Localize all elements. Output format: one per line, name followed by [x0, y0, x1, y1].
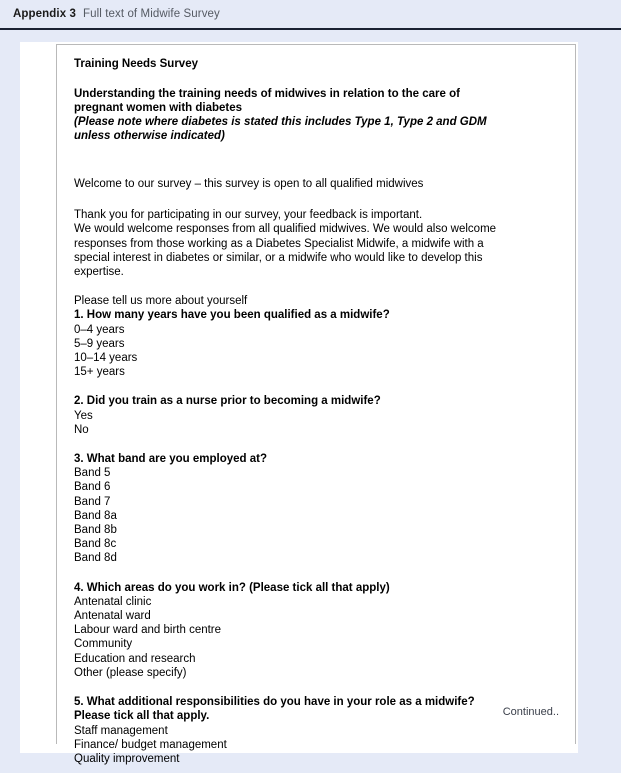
question-block-2 [74, 394, 559, 437]
question-block-1 [74, 308, 559, 379]
continued-footer: Continued.. [502, 706, 559, 718]
survey-title: Training Needs Survey [74, 58, 198, 70]
question-text: 4. Which areas do you work in? (Please tick all that apply) [74, 581, 390, 594]
option-item[interactable]: Staff management [74, 724, 168, 737]
intro-line: Thank you for participating in our survey, your feedback is important. [74, 209, 423, 222]
option-item[interactable]: Labour ward and birth centre [74, 624, 222, 637]
option-item[interactable]: Community [74, 638, 133, 651]
option-item[interactable]: No [74, 423, 89, 436]
survey-subtitle-line-1: Understanding the training needs of midwives in relation to the care of [74, 88, 460, 100]
option-item[interactable]: Quality improvement [74, 752, 180, 765]
option-item[interactable]: Education and research [74, 652, 196, 665]
option-item[interactable]: Band 6 [74, 481, 111, 494]
spacer-after-subtitle [74, 160, 559, 177]
option-item[interactable]: Finance/ budget management [74, 738, 227, 751]
survey-intro-paragraph [74, 208, 559, 279]
spacer-after-welcome [74, 191, 559, 208]
question-options [74, 409, 559, 437]
option-item[interactable]: 5–9 years [74, 337, 125, 350]
document-sheet [20, 42, 578, 765]
question-block-3 [74, 452, 559, 566]
appendix-title: Full text of Midwife Survey [82, 8, 220, 20]
option-item[interactable]: Band 8d [74, 552, 117, 565]
question-text-line-2: Please tick all that apply. [74, 710, 210, 723]
option-item[interactable]: Band 8b [74, 524, 117, 537]
question-text: 5. What additional responsibilities do you have in your role as a midwife? [74, 696, 475, 709]
option-item[interactable]: Antenatal ward [74, 610, 151, 623]
intro-line: We would welcome responses from all qualified midwives. We would also welcome [74, 223, 497, 236]
option-item[interactable]: Other (please specify) [74, 666, 187, 679]
question-options [74, 323, 559, 380]
question-text: 3. What band are you employed at? [74, 453, 267, 466]
section-prompt: Please tell us more about yourself [74, 295, 248, 308]
appendix-label: Appendix 3 [13, 8, 76, 20]
survey-subtitle-note-line-1: (Please note where diabetes is stated this includes Type 1, Type 2 and GDM [74, 116, 487, 128]
intro-line: expertise. [74, 266, 124, 279]
option-item[interactable]: 10–14 years [74, 352, 138, 365]
option-item[interactable]: Band 8c [74, 538, 117, 551]
header-divider [0, 28, 621, 30]
spacer-q3-q4 [74, 566, 559, 581]
survey-document-body [57, 45, 575, 766]
survey-subtitle-line-2: pregnant women with diabetes [74, 102, 243, 114]
option-item[interactable]: 15+ years [74, 366, 125, 379]
intro-line: special interest in diabetes or similar, or a midwife who would like to develop this [74, 251, 483, 264]
survey-welcome: Welcome to our survey – this survey is open to all qualified midwives [74, 178, 424, 190]
option-item[interactable]: 0–4 years [74, 323, 125, 336]
spacer-q2-q3 [74, 437, 559, 452]
question-block-5 [74, 695, 559, 766]
option-item[interactable]: Yes [74, 409, 93, 422]
option-item[interactable]: Band 8a [74, 509, 117, 522]
spacer-q1-q2 [74, 379, 559, 394]
question-text: 2. Did you train as a nurse prior to becoming a midwife? [74, 395, 381, 408]
question-options [74, 466, 559, 565]
question-block-4 [74, 581, 559, 680]
intro-line: responses from those working as a Diabetes Specialist Midwife, a midwife with a [74, 237, 484, 250]
appendix-header [0, 0, 621, 28]
survey-document-frame [56, 44, 576, 765]
question-options [74, 595, 559, 680]
spacer-q4-q5 [74, 680, 559, 695]
survey-subtitle-note-line-2: unless otherwise indicated) [74, 130, 225, 142]
option-item[interactable]: Antenatal clinic [74, 595, 152, 608]
option-item[interactable]: Band 5 [74, 467, 111, 480]
question-text: 1. How many years have you been qualified as a midwife? [74, 309, 390, 322]
option-item[interactable]: Band 7 [74, 495, 111, 508]
question-options [74, 724, 559, 767]
spacer-before-section-prompt [74, 279, 559, 294]
